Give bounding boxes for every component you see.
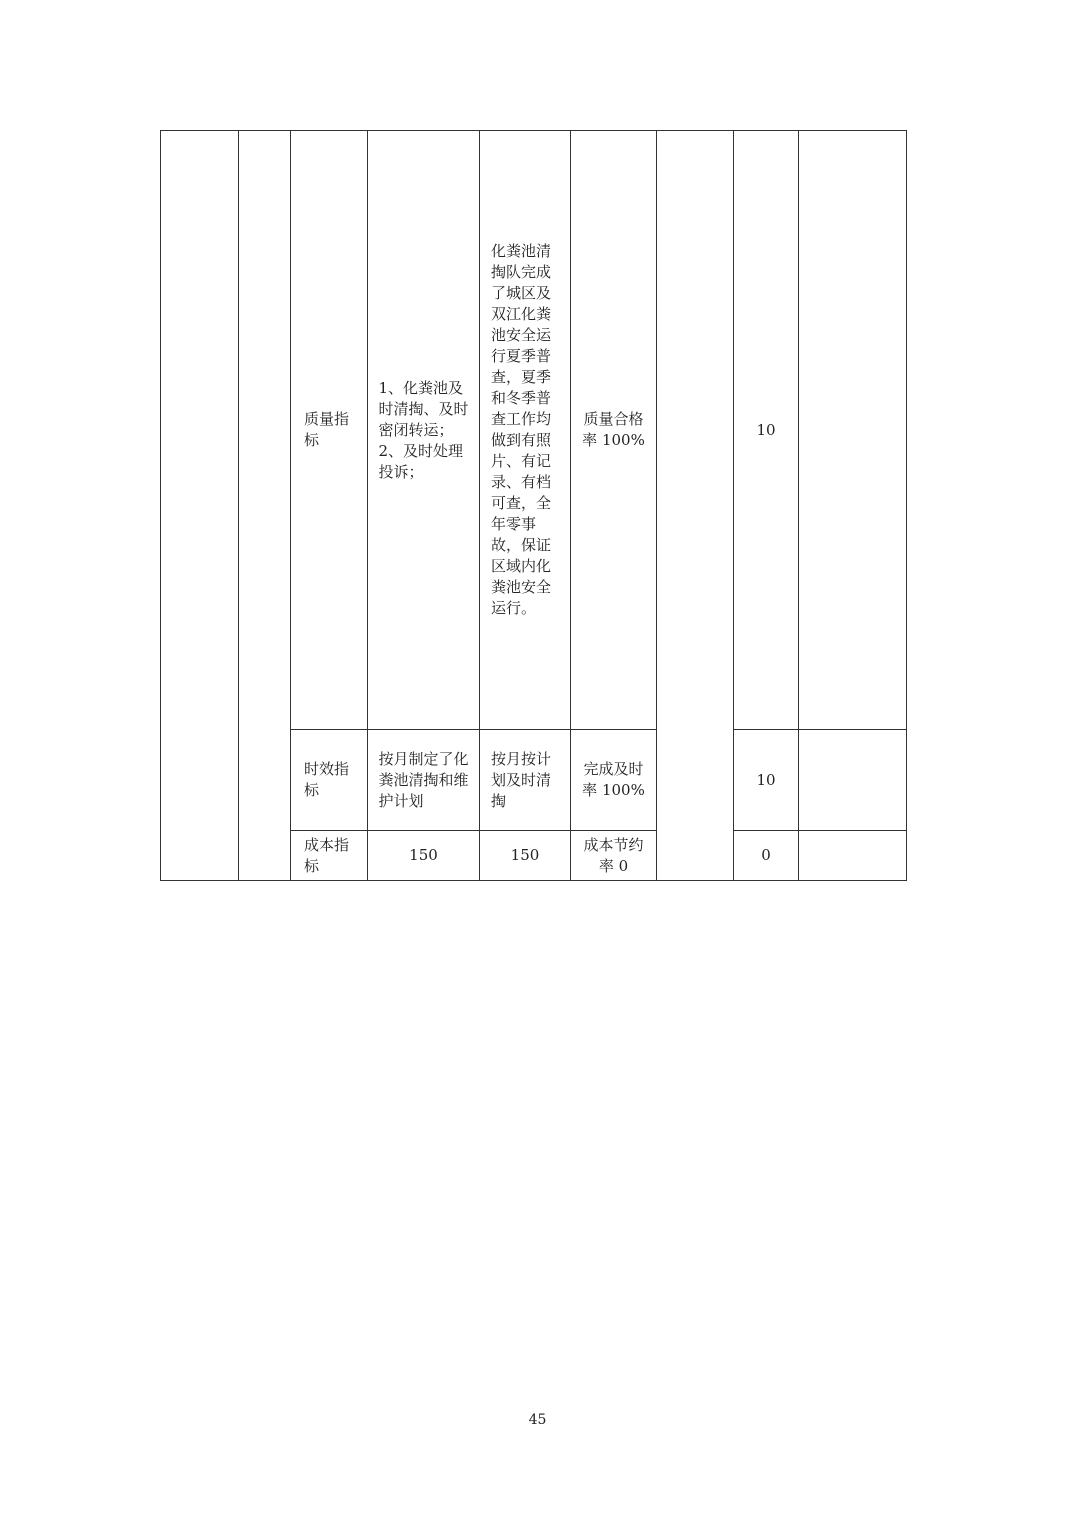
category-cell xyxy=(161,131,239,881)
rate-cell xyxy=(571,730,657,831)
score-cell xyxy=(734,131,799,730)
indicator-label: 成本指标 xyxy=(304,835,350,875)
note-cell xyxy=(799,831,907,881)
score-value: 0 xyxy=(761,846,771,864)
rate-value: 成本节约率 0 xyxy=(583,835,644,875)
planned-value-cell xyxy=(368,131,480,730)
score-cell xyxy=(734,831,799,881)
note-cell xyxy=(799,730,907,831)
actual-value: 150 xyxy=(510,846,540,864)
rate-cell xyxy=(571,831,657,881)
actual-value-cell xyxy=(480,131,571,730)
table-row-quality xyxy=(161,131,907,730)
actual-value-cell xyxy=(480,831,571,881)
note-cell xyxy=(799,131,907,730)
rate-value: 完成及时率 100% xyxy=(582,760,645,799)
score-value: 10 xyxy=(756,420,776,439)
actual-value: 化粪池清掏队完成了城区及双江化粪池安全运行夏季普查，夏季和冬季普查工作均做到有照片、有记录、有档可查，全年零事故，保证区域内化粪池安全运行。 xyxy=(491,242,552,617)
actual-value-cell xyxy=(480,730,571,831)
planned-value: 按月制定了化粪池清掏和维护计划 xyxy=(378,749,469,810)
score-value: 10 xyxy=(756,770,776,789)
planned-value: 1、化粪池及时清掏、及时密闭转运； 2、及时处理投诉； xyxy=(378,378,469,481)
score-cell xyxy=(734,730,799,831)
performance-indicator-table xyxy=(160,130,907,881)
indicator-cell xyxy=(291,831,368,881)
indicator-cell xyxy=(291,131,368,730)
planned-value: 150 xyxy=(409,846,438,864)
actual-value: 按月按计划及时清掏 xyxy=(491,749,552,810)
indicator-label: 时效指标 xyxy=(304,760,350,799)
indicator-label: 质量指标 xyxy=(304,410,350,449)
planned-value-cell xyxy=(368,831,480,881)
weight-cell xyxy=(657,131,734,881)
rate-value: 质量合格率 100% xyxy=(582,410,645,449)
page-number: 45 xyxy=(528,1412,547,1428)
indicator-cell xyxy=(291,730,368,831)
rate-cell xyxy=(571,131,657,730)
planned-value-cell xyxy=(368,730,480,831)
subcategory-cell xyxy=(239,131,291,881)
